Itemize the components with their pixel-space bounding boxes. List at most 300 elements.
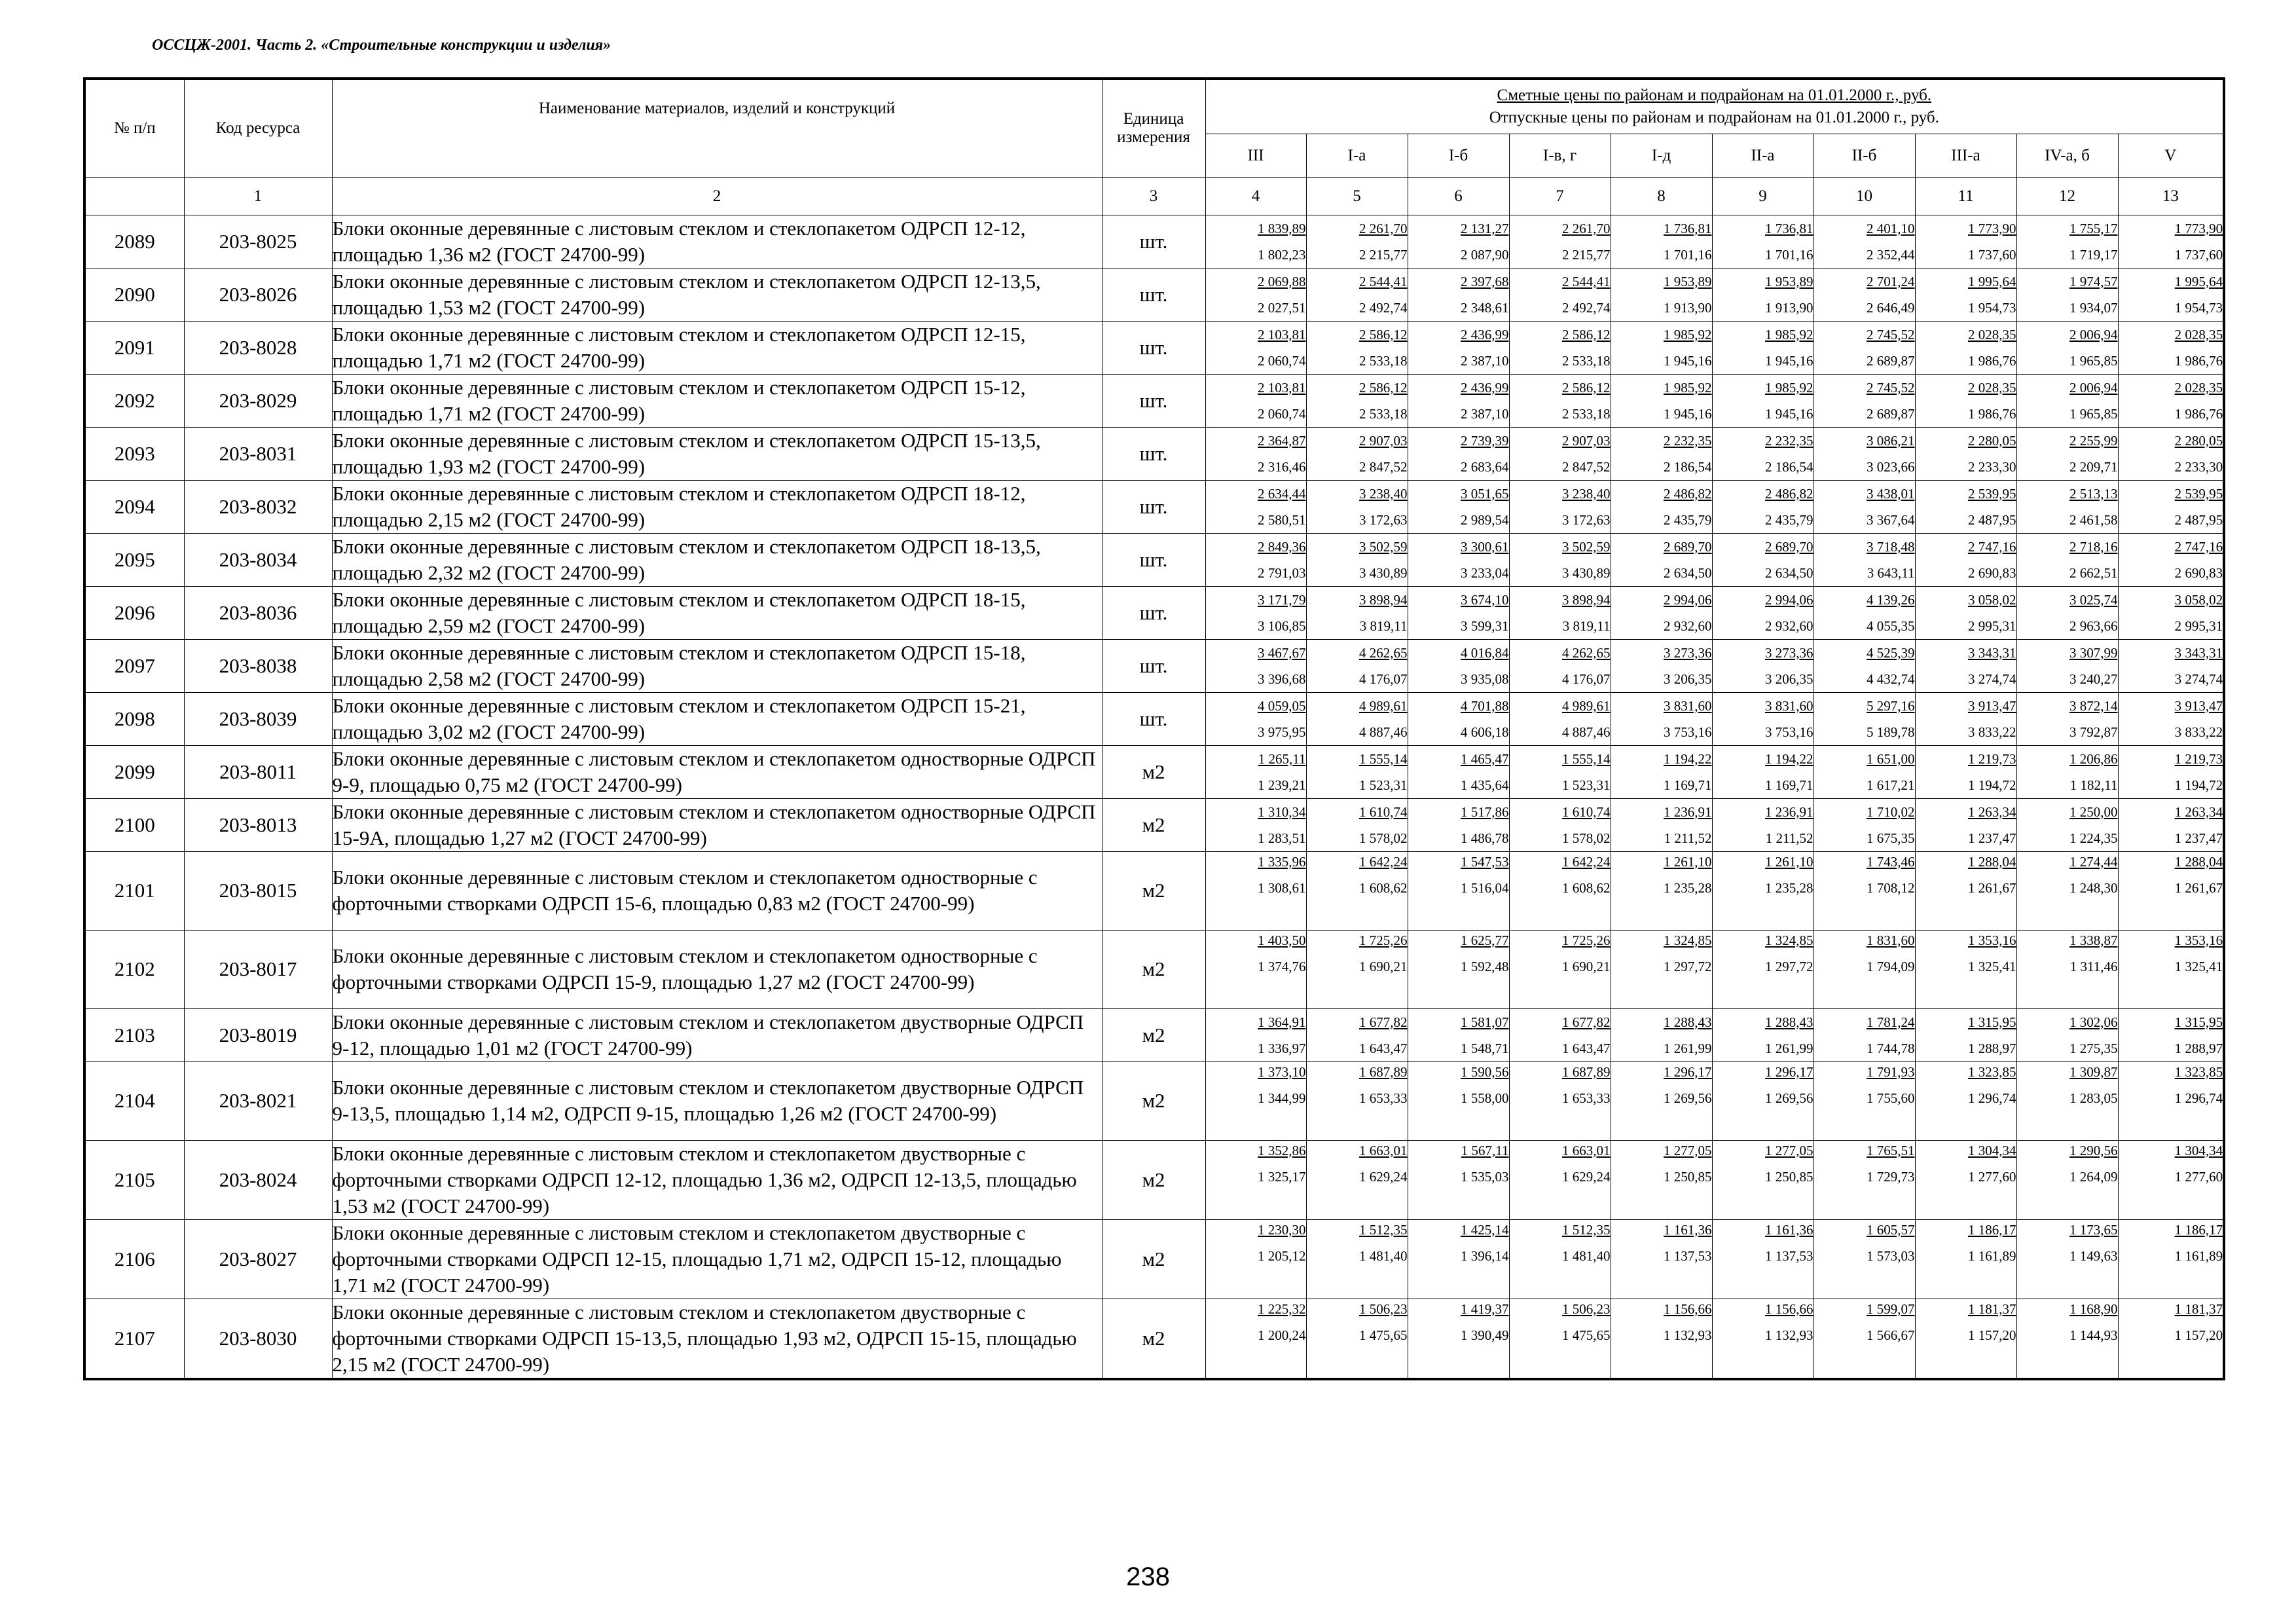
release-price: 1 149,63: [2069, 1247, 2118, 1264]
estimate-price: 1 181,37: [1968, 1301, 2016, 1317]
header-prices-estimate: Сметные цены по районам и подрайонам на 01.01.2000 г., руб.: [1497, 86, 1932, 104]
estimate-price: 1 781,24: [1867, 1014, 1915, 1030]
estimate-price: 1 296,17: [1664, 1063, 1712, 1080]
release-price: 1 169,71: [1765, 777, 1813, 793]
release-price: 2 215,77: [1562, 246, 1611, 263]
unit-of-measure: шт.: [1102, 215, 1205, 268]
unit-of-measure: шт.: [1102, 427, 1205, 480]
price-cell: [1408, 745, 1509, 798]
release-price: 1 701,16: [1765, 246, 1813, 263]
release-price: 1 157,20: [1968, 1327, 2016, 1343]
release-price: 3 106,85: [1258, 618, 1306, 634]
release-price: 1 396,14: [1461, 1247, 1509, 1264]
resource-code: 203-8021: [184, 1061, 332, 1140]
release-price: 3 233,04: [1461, 564, 1509, 581]
release-price: 1 264,09: [2069, 1168, 2118, 1185]
release-price: 1 224,35: [2069, 830, 2118, 846]
release-price: 2 186,54: [1765, 458, 1813, 475]
column-number: 12: [2016, 177, 2118, 215]
release-price: 1 277,60: [1968, 1168, 2016, 1185]
estimate-price: 1 261,10: [1765, 853, 1813, 870]
price-cell: [2016, 1299, 2118, 1379]
price-cell: [1408, 374, 1509, 427]
price-cell: [1306, 1061, 1408, 1140]
table-row: [84, 480, 2224, 533]
estimate-price: 2 544,41: [1359, 273, 1408, 289]
estimate-price: 1 263,34: [2174, 803, 2223, 820]
estimate-price: 1 642,24: [1562, 853, 1611, 870]
estimate-price: 1 725,26: [1359, 932, 1408, 948]
price-cell: [2118, 639, 2224, 692]
price-cell: [1712, 268, 1813, 321]
estimate-price: 1 710,02: [1867, 803, 1915, 820]
estimate-price: 1 290,56: [2069, 1142, 2118, 1158]
table-row: [84, 1008, 2224, 1061]
table-row: [84, 1219, 2224, 1299]
unit-of-measure: м2: [1102, 1299, 1205, 1379]
price-cell: [1611, 215, 1712, 268]
release-price: 2 435,79: [1664, 511, 1712, 528]
row-number: 2089: [84, 215, 184, 268]
release-price: 3 206,35: [1765, 671, 1813, 687]
price-cell: [1915, 268, 2016, 321]
estimate-price: 1 605,57: [1867, 1221, 1915, 1238]
estimate-price: 3 058,02: [2174, 591, 2223, 608]
price-cell: [2118, 798, 2224, 851]
estimate-price: 2 689,70: [1664, 538, 1712, 555]
release-price: 1 261,67: [1968, 879, 2016, 896]
release-price: 1 690,21: [1359, 958, 1408, 974]
estimate-price: 1 161,36: [1765, 1221, 1813, 1238]
estimate-price: 2 739,39: [1461, 432, 1509, 449]
price-cell: [2016, 745, 2118, 798]
estimate-price: 1 736,81: [1765, 220, 1813, 236]
price-cell: [1205, 692, 1306, 745]
item-name: Блоки оконные деревянные с листовым стеклом и стеклопакетом ОДРСП 12-12, площадью 1,36 м2 (ГОСТ 24700-99): [332, 215, 1102, 268]
release-price: 1 261,67: [2174, 879, 2223, 896]
release-price: 1 548,71: [1461, 1040, 1509, 1056]
price-cell: [1408, 1061, 1509, 1140]
release-price: 1 945,16: [1664, 405, 1712, 422]
price-cell: [1611, 745, 1712, 798]
estimate-price: 1 274,44: [2069, 853, 2118, 870]
price-cell: [1813, 321, 1915, 374]
estimate-price: 2 261,70: [1562, 220, 1611, 236]
estimate-price: 1 512,35: [1359, 1221, 1408, 1238]
price-cell: [1712, 1299, 1813, 1379]
release-price: 1 311,46: [2069, 958, 2118, 974]
release-price: 2 533,18: [1359, 352, 1408, 369]
price-cell: [1915, 1008, 2016, 1061]
release-price: 1 137,53: [1765, 1247, 1813, 1264]
price-cell: [1712, 427, 1813, 480]
estimate-price: 2 028,35: [1968, 379, 2016, 396]
release-price: 2 492,74: [1359, 299, 1408, 316]
estimate-price: 1 277,05: [1765, 1142, 1813, 1158]
estimate-price: 2 586,12: [1562, 379, 1611, 396]
estimate-price: 3 273,36: [1664, 644, 1712, 661]
price-cell: [1813, 851, 1915, 930]
estimate-price: 2 994,06: [1765, 591, 1813, 608]
release-price: 3 833,22: [1968, 724, 2016, 740]
estimate-price: 3 913,47: [2174, 697, 2223, 714]
price-cell: [1611, 427, 1712, 480]
estimate-price: 3 467,67: [1258, 644, 1306, 661]
item-name: Блоки оконные деревянные с листовым стеклом и стеклопакетом двустворные с форточными створками ОДРСП 12-12, площадью 1,36 м2, ОДРСП 12-13,5, площадью 1,53 м2 (ГОСТ 24700-99): [332, 1140, 1102, 1219]
release-price: 3 023,66: [1867, 458, 1915, 475]
item-name: Блоки оконные деревянные с листовым стеклом и стеклопакетом двустворные с форточными створками ОДРСП 15-13,5, площадью 1,93 м2, ОДРСП 15-15, площадью 2,15 м2 (ГОСТ 24700-99): [332, 1299, 1102, 1379]
price-cell: [1306, 745, 1408, 798]
estimate-price: 1 315,95: [1968, 1014, 2016, 1030]
price-cell: [1509, 374, 1611, 427]
release-price: 2 348,61: [1461, 299, 1509, 316]
price-cell: [2016, 215, 2118, 268]
estimate-price: 4 262,65: [1359, 644, 1408, 661]
estimate-price: 1 506,23: [1562, 1301, 1611, 1317]
release-price: 1 283,05: [2069, 1090, 2118, 1106]
release-price: 1 729,73: [1867, 1168, 1915, 1185]
price-cell: [1408, 1140, 1509, 1219]
price-cell: [1915, 1140, 2016, 1219]
release-price: 3 274,74: [2174, 671, 2223, 687]
item-name: Блоки оконные деревянные с листовым стеклом и стеклопакетом двустворные ОДРСП 9-12, площадью 1,01 м2 (ГОСТ 24700-99): [332, 1008, 1102, 1061]
price-cell: [1509, 215, 1611, 268]
price-cell: [1712, 1061, 1813, 1140]
price-cell: [1306, 374, 1408, 427]
estimate-price: 2 907,03: [1359, 432, 1408, 449]
estimate-price: 1 324,85: [1664, 932, 1712, 948]
row-number: 2094: [84, 480, 184, 533]
estimate-price: 3 872,14: [2069, 697, 2118, 714]
header-district: II-а: [1712, 134, 1813, 177]
release-price: 3 975,95: [1258, 724, 1306, 740]
resource-code: 203-8029: [184, 374, 332, 427]
release-price: 1 643,47: [1562, 1040, 1611, 1056]
unit-of-measure: шт.: [1102, 639, 1205, 692]
estimate-price: 1 610,74: [1562, 803, 1611, 820]
price-cell: [2016, 374, 2118, 427]
release-price: 1 390,49: [1461, 1327, 1509, 1343]
estimate-price: 2 544,41: [1562, 273, 1611, 289]
estimate-price: 1 310,34: [1258, 803, 1306, 820]
price-cell: [1306, 1219, 1408, 1299]
release-price: 3 792,87: [2069, 724, 2118, 740]
price-cell: [2118, 1219, 2224, 1299]
release-price: 2 233,30: [1968, 458, 2016, 475]
release-price: 4 887,46: [1359, 724, 1408, 740]
estimate-price: 1 194,22: [1664, 750, 1712, 767]
release-price: 1 325,41: [2174, 958, 2223, 974]
price-cell: [1205, 268, 1306, 321]
release-price: 2 027,51: [1258, 299, 1306, 316]
estimate-price: 3 307,99: [2069, 644, 2118, 661]
price-cell: [1306, 268, 1408, 321]
table-row: [84, 533, 2224, 586]
price-cell: [2118, 851, 2224, 930]
release-price: 2 533,18: [1562, 405, 1611, 422]
release-price: 1 261,99: [1765, 1040, 1813, 1056]
estimate-price: 1 506,23: [1359, 1301, 1408, 1317]
release-price: 1 237,47: [1968, 830, 2016, 846]
estimate-price: 1 651,00: [1867, 750, 1915, 767]
price-cell: [1915, 533, 2016, 586]
price-cell: [1611, 1219, 1712, 1299]
release-price: 1 566,67: [1867, 1327, 1915, 1343]
price-cell: [1205, 1219, 1306, 1299]
estimate-price: 1 353,16: [2174, 932, 2223, 948]
estimate-price: 1 335,96: [1258, 853, 1306, 870]
release-price: 2 533,18: [1562, 352, 1611, 369]
price-cell: [1712, 692, 1813, 745]
release-price: 3 430,89: [1562, 564, 1611, 581]
header-prices: [1205, 79, 2224, 134]
price-cell: [1205, 374, 1306, 427]
estimate-price: 1 743,46: [1867, 853, 1915, 870]
estimate-price: 1 687,89: [1562, 1063, 1611, 1080]
release-price: 1 708,12: [1867, 879, 1915, 896]
estimate-price: 2 745,52: [1867, 379, 1915, 396]
price-cell: [2016, 1008, 2118, 1061]
price-cell: [2016, 533, 2118, 586]
header-district: II-б: [1813, 134, 1915, 177]
price-cell: [2118, 586, 2224, 639]
price-cell: [1509, 745, 1611, 798]
estimate-price: 2 364,87: [1258, 432, 1306, 449]
release-price: 1 161,89: [1968, 1247, 2016, 1264]
price-cell: [1611, 692, 1712, 745]
estimate-price: 1 156,66: [1765, 1301, 1813, 1317]
release-price: 1 132,93: [1765, 1327, 1813, 1343]
column-number: 4: [1205, 177, 1306, 215]
release-price: 1 200,24: [1258, 1327, 1306, 1343]
estimate-price: 2 436,99: [1461, 326, 1509, 342]
estimate-price: 2 718,16: [2069, 538, 2118, 555]
row-number: 2095: [84, 533, 184, 586]
release-price: 1 205,12: [1258, 1247, 1306, 1264]
unit-of-measure: шт.: [1102, 480, 1205, 533]
release-price: 1 535,03: [1461, 1168, 1509, 1185]
estimate-price: 2 586,12: [1562, 326, 1611, 342]
table-row: [84, 851, 2224, 930]
release-price: 1 336,97: [1258, 1040, 1306, 1056]
estimate-price: 2 131,27: [1461, 220, 1509, 236]
table-row: [84, 1061, 2224, 1140]
release-price: 1 261,99: [1664, 1040, 1712, 1056]
release-price: 2 215,77: [1359, 246, 1408, 263]
release-price: 2 847,52: [1562, 458, 1611, 475]
release-price: 1 269,56: [1664, 1090, 1712, 1106]
estimate-price: 1 309,87: [2069, 1063, 2118, 1080]
header-code: Код ресурса: [184, 79, 332, 177]
estimate-price: 2 701,24: [1867, 273, 1915, 289]
price-cell: [1813, 1219, 1915, 1299]
price-cell: [1205, 321, 1306, 374]
estimate-price: 1 156,66: [1664, 1301, 1712, 1317]
release-price: 2 186,54: [1664, 458, 1712, 475]
release-price: 4 887,46: [1562, 724, 1611, 740]
release-price: 1 486,78: [1461, 830, 1509, 846]
resource-code: 203-8027: [184, 1219, 332, 1299]
estimate-price: 1 403,50: [1258, 932, 1306, 948]
release-price: 4 176,07: [1562, 671, 1611, 687]
column-number: 10: [1813, 177, 1915, 215]
column-number: 8: [1611, 177, 1712, 215]
estimate-price: 1 168,90: [2069, 1301, 2118, 1317]
price-cell: [1205, 427, 1306, 480]
price-cell: [1712, 851, 1813, 930]
price-cell: [2016, 321, 2118, 374]
price-cell: [2118, 268, 2224, 321]
estimate-price: 2 539,95: [2174, 485, 2223, 502]
price-cell: [1205, 1061, 1306, 1140]
header-district: I-д: [1611, 134, 1712, 177]
release-price: 2 932,60: [1664, 618, 1712, 634]
release-price: 1 744,78: [1867, 1040, 1915, 1056]
release-price: 2 690,83: [2174, 564, 2223, 581]
row-number: 2106: [84, 1219, 184, 1299]
item-name: Блоки оконные деревянные с листовым стеклом и стеклопакетом ОДРСП 12-13,5, площадью 1,53 м2 (ГОСТ 24700-99): [332, 268, 1102, 321]
price-cell: [1509, 1061, 1611, 1140]
price-cell: [1915, 586, 2016, 639]
release-price: 1 157,20: [2174, 1327, 2223, 1343]
header-num: № п/п: [84, 79, 184, 177]
release-price: 1 250,85: [1664, 1168, 1712, 1185]
release-price: 1 137,53: [1664, 1247, 1712, 1264]
release-price: 2 316,46: [1258, 458, 1306, 475]
estimate-price: 2 397,68: [1461, 273, 1509, 289]
release-price: 2 461,58: [2069, 511, 2118, 528]
release-price: 1 288,97: [2174, 1040, 2223, 1056]
table-row: [84, 1140, 2224, 1219]
column-number: 7: [1509, 177, 1611, 215]
column-number: 9: [1712, 177, 1813, 215]
price-cell: [1712, 639, 1813, 692]
price-cell: [1611, 851, 1712, 930]
release-price: 2 387,10: [1461, 352, 1509, 369]
estimate-price: 2 261,70: [1359, 220, 1408, 236]
release-price: 1 132,93: [1664, 1327, 1712, 1343]
release-price: 1 690,21: [1562, 958, 1611, 974]
estimate-price: 1 985,92: [1765, 326, 1813, 342]
release-price: 1 802,23: [1258, 246, 1306, 263]
estimate-price: 3 831,60: [1664, 697, 1712, 714]
estimate-price: 1 261,10: [1664, 853, 1712, 870]
estimate-price: 3 058,02: [1968, 591, 2016, 608]
table-row: [84, 1299, 2224, 1379]
estimate-price: 1 995,64: [1968, 273, 2016, 289]
estimate-price: 1 296,17: [1765, 1063, 1813, 1080]
unit-of-measure: м2: [1102, 1140, 1205, 1219]
price-cell: [1509, 1008, 1611, 1061]
header-district: III-а: [1915, 134, 2016, 177]
price-cell: [1205, 930, 1306, 1008]
release-price: 1 269,56: [1765, 1090, 1813, 1106]
estimate-price: 1 610,74: [1359, 803, 1408, 820]
row-number: 2091: [84, 321, 184, 374]
resource-code: 203-8013: [184, 798, 332, 851]
estimate-price: 1 677,82: [1359, 1014, 1408, 1030]
unit-of-measure: м2: [1102, 745, 1205, 798]
release-price: 4 432,74: [1867, 671, 1915, 687]
price-cell: [1509, 798, 1611, 851]
price-cell: [1408, 586, 1509, 639]
estimate-price: 1 663,01: [1359, 1142, 1408, 1158]
release-price: 3 396,68: [1258, 671, 1306, 687]
release-price: 1 144,93: [2069, 1327, 2118, 1343]
price-cell: [1915, 480, 2016, 533]
price-cell: [1611, 374, 1712, 427]
estimate-price: 2 401,10: [1867, 220, 1915, 236]
estimate-price: 1 791,93: [1867, 1063, 1915, 1080]
item-name: Блоки оконные деревянные с листовым стеклом и стеклопакетом одностворные ОДРСП 15-9А, площадью 1,27 м2 (ГОСТ 24700-99): [332, 798, 1102, 851]
price-cell: [1712, 533, 1813, 586]
estimate-price: 1 324,85: [1765, 932, 1813, 948]
estimate-price: 1 250,00: [2069, 803, 2118, 820]
estimate-price: 1 186,17: [2174, 1221, 2223, 1238]
price-cell: [1915, 1299, 2016, 1379]
price-cell: [2016, 639, 2118, 692]
estimate-price: 3 438,01: [1867, 485, 1915, 502]
price-cell: [1306, 639, 1408, 692]
release-price: 1 965,85: [2069, 405, 2118, 422]
estimate-price: 1 974,57: [2069, 273, 2118, 289]
estimate-price: 1 590,56: [1461, 1063, 1509, 1080]
release-price: 1 297,72: [1765, 958, 1813, 974]
estimate-price: 4 016,84: [1461, 644, 1509, 661]
release-price: 3 274,74: [1968, 671, 2016, 687]
resource-code: 203-8024: [184, 1140, 332, 1219]
estimate-price: 3 502,59: [1359, 538, 1408, 555]
estimate-price: 4 139,26: [1867, 591, 1915, 608]
row-number: 2098: [84, 692, 184, 745]
row-number: 2096: [84, 586, 184, 639]
release-price: 1 629,24: [1359, 1168, 1408, 1185]
estimate-price: 1 323,85: [2174, 1063, 2223, 1080]
resource-code: 203-8036: [184, 586, 332, 639]
price-cell: [1813, 533, 1915, 586]
price-cell: [1509, 586, 1611, 639]
price-cell: [1205, 1008, 1306, 1061]
release-price: 1 945,16: [1765, 352, 1813, 369]
column-number: 5: [1306, 177, 1408, 215]
price-cell: [1813, 930, 1915, 1008]
price-cell: [2016, 798, 2118, 851]
release-price: 3 206,35: [1664, 671, 1712, 687]
resource-code: 203-8025: [184, 215, 332, 268]
release-price: 1 737,60: [1968, 246, 2016, 263]
price-cell: [1306, 321, 1408, 374]
release-price: 1 516,04: [1461, 879, 1509, 896]
price-cell: [1813, 374, 1915, 427]
estimate-price: 3 273,36: [1765, 644, 1813, 661]
estimate-price: 2 006,94: [2069, 379, 2118, 396]
estimate-price: 1 773,90: [1968, 220, 2016, 236]
release-price: 2 995,31: [1968, 618, 2016, 634]
price-cell: [1509, 930, 1611, 1008]
column-number: 11: [1915, 177, 2016, 215]
price-cell: [2118, 480, 2224, 533]
unit-of-measure: шт.: [1102, 586, 1205, 639]
price-cell: [1408, 1008, 1509, 1061]
release-price: 1 755,60: [1867, 1090, 1915, 1106]
price-cell: [2118, 1299, 2224, 1379]
price-cell: [1205, 798, 1306, 851]
resource-code: 203-8028: [184, 321, 332, 374]
price-cell: [1712, 930, 1813, 1008]
release-price: 2 060,74: [1258, 405, 1306, 422]
estimate-price: 1 302,06: [2069, 1014, 2118, 1030]
price-cell: [1408, 1219, 1509, 1299]
